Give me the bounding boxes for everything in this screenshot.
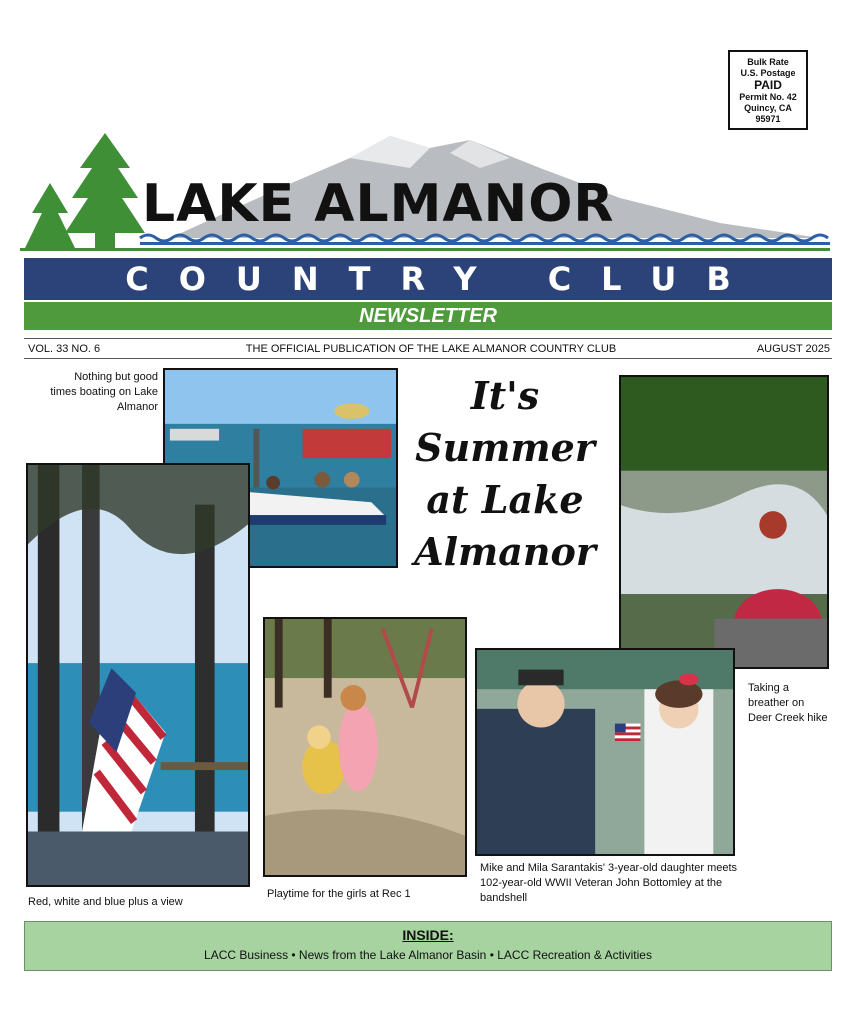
photo-flag (26, 463, 250, 887)
divider-bottom (24, 358, 832, 359)
divider-top (24, 338, 832, 339)
newsletter-band (24, 302, 832, 330)
headline (400, 370, 610, 578)
postage-indicia (728, 50, 808, 130)
caption-flag: Red, white and blue plus a view (28, 896, 183, 908)
headline-line-2: Summer (415, 425, 595, 470)
volume-number: VOL. 33 NO. 6 (28, 343, 101, 355)
caption-playtime: Playtime for the girls at Rec 1 (267, 888, 411, 900)
postage-line-us: U.S. Postage (740, 68, 796, 78)
masthead-subtitle: COUNTRY CLUB (125, 260, 761, 298)
postage-line-city: Quincy, CA (744, 103, 792, 113)
pine-tree-icon (25, 133, 145, 248)
caption-creek: Taking a breather on Deer Creek hike (748, 682, 828, 724)
small-flag-icon (615, 724, 641, 742)
caption-veteran: Mike and Mila Sarantakis' 3-year-old daughter meets 102-year-old WWII Veteran John Bottomley at the bandshell (480, 862, 738, 904)
masthead-title: LAKE ALMANOR (142, 174, 615, 234)
headline-line-1: It's (470, 373, 540, 418)
postage-line-zip: 95971 (755, 114, 781, 124)
postage-line-paid: PAID (754, 78, 782, 92)
headline-line-4: Almanor (414, 529, 596, 574)
headline-line-3: at Lake (426, 477, 584, 522)
photo-creek (619, 375, 829, 669)
inside-heading: INSIDE: (402, 927, 454, 943)
caption-boating: Nothing but good times boating on Lake Almanor (50, 371, 158, 413)
postage-line-permit: Permit No. 42 (739, 92, 797, 102)
publication-statement: THE OFFICIAL PUBLICATION OF THE LAKE ALMANOR COUNTRY CLUB (245, 343, 617, 355)
issue-info-row (28, 341, 834, 357)
photo-veteran (475, 648, 735, 856)
inside-box (24, 921, 832, 971)
subtitle-band (24, 258, 832, 300)
issue-date: AUGUST 2025 (756, 343, 830, 355)
inside-items: LACC Business • News from the Lake Almanor Basin • LACC Recreation & Activities (204, 948, 652, 962)
newsletter-label: NEWSLETTER (359, 305, 497, 327)
photo-playground (263, 617, 467, 877)
postage-line-bulk: Bulk Rate (747, 57, 789, 67)
